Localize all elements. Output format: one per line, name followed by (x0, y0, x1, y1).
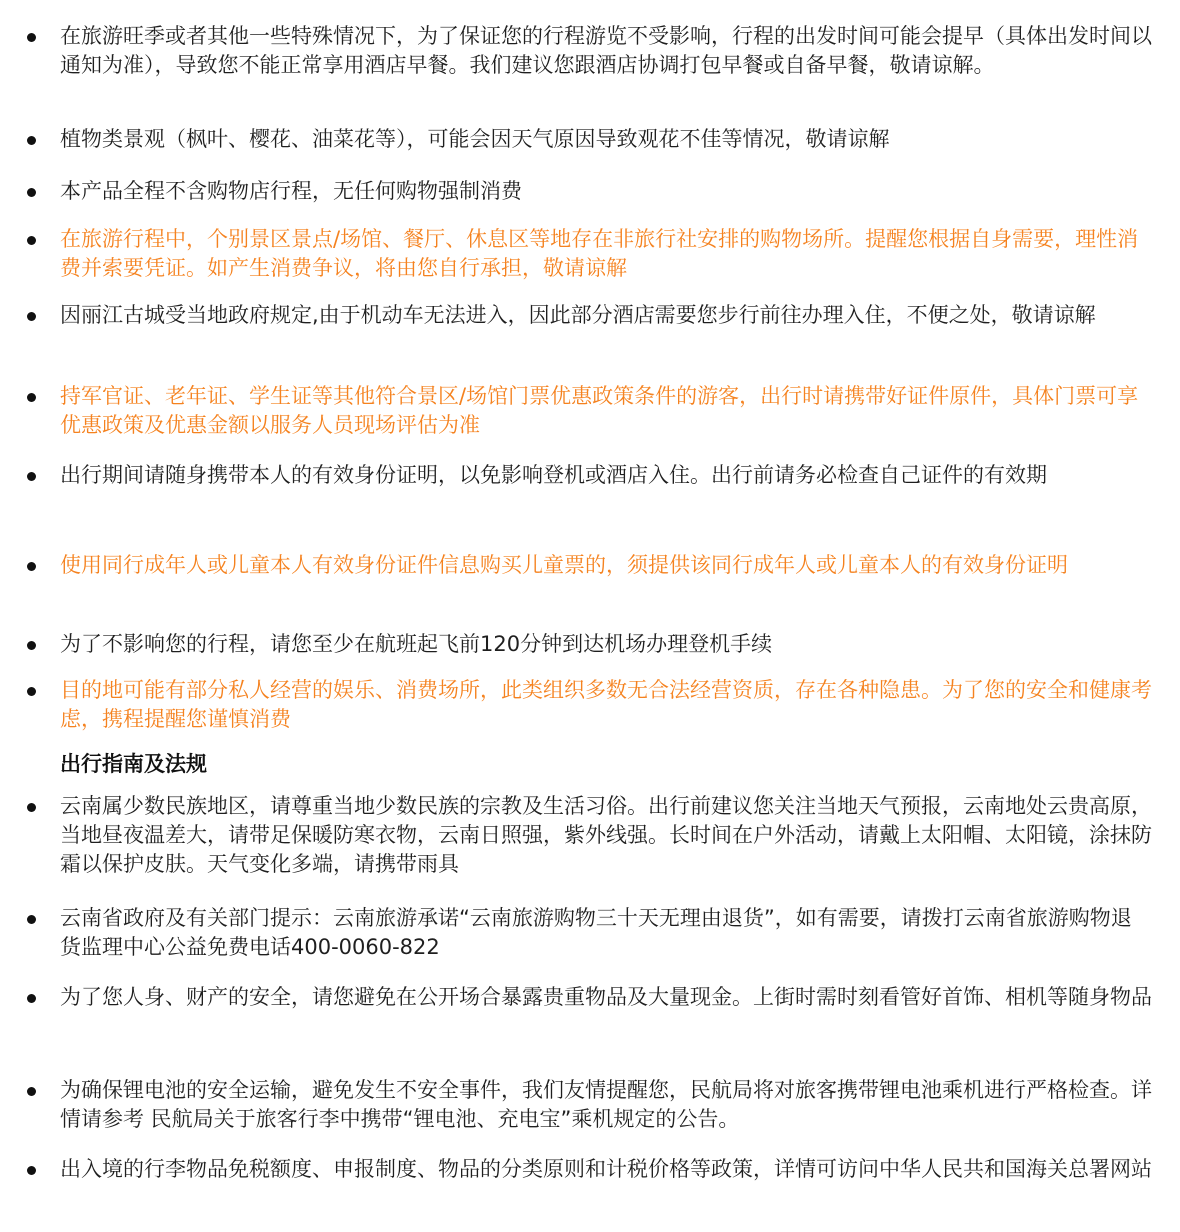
notice-item-id-documents: 出行期间请随身携带本人的有效身份证明，以免影响登机或酒店入住。出行前请务必检查自己证件的有效期 (60, 461, 1152, 490)
notice-item-shopping-venues: 在旅游行程中，个别景区景点/场馆、餐厅、休息区等地存在非旅行社安排的购物场所。提醒您根据自身需要，理性消费并索要凭证。如产生消费争议，将由您自行承担，敬请谅解 (60, 225, 1152, 283)
notice-item-airport-arrival: 为了不影响您的行程，请您至少在航班起飞前120分钟到达机场办理登机手续 (60, 630, 1152, 659)
notice-item-discount-certificates: 持军官证、老年证、学生证等其他符合景区/场馆门票优惠政策条件的游客，出行时请携带好证件原件，具体门票可享优惠政策及优惠金额以服务人员现场评估为准 (60, 382, 1152, 440)
notice-item-cautious-spending: 目的地可能有部分私人经营的娱乐、消费场所，此类组织多数无合法经营资质，存在各种隐患。为了您的安全和健康考虑，携程提醒您谨慎消费 (60, 676, 1152, 734)
notice-item-no-shopping: 本产品全程不含购物店行程，无任何购物强制消费 (60, 177, 1152, 206)
notice-item-yunnan-customs-weather: 云南属少数民族地区，请尊重当地少数民族的宗教及生活习俗。出行前建议您关注当地天气预报，云南地处云贵高原，当地昼夜温差大，请带足保暖防寒衣物，云南日照强，紫外线强。长时间在户外活动，请戴上太阳帽、太阳镜，涂抹防霜以保护皮肤。天气变化多端，请携带雨具 (60, 792, 1152, 879)
notice-item-plant-scenery: 植物类景观（枫叶、樱花、油菜花等），可能会因天气原因导致观花不佳等情况，敬请谅解 (60, 125, 1152, 154)
notice-item-early-departure: 在旅游旺季或者其他一些特殊情况下，为了保证您的行程游览不受影响，行程的出发时间可能会提早（具体出发时间以通知为准），导致您不能正常享用酒店早餐。我们建议您跟酒店协调打包早餐或自备早餐，敬请谅解。 (60, 22, 1152, 80)
section-heading: 出行指南及法规 (60, 752, 207, 776)
notice-item-lijiang-walk: 因丽江古城受当地政府规定,由于机动车无法进入，因此部分酒店需要您步行前往办理入住，不便之处，敬请谅解 (60, 301, 1152, 330)
notice-item-customs-policy: 出入境的行李物品免税额度、申报制度、物品的分类原则和计税价格等政策，详情可访问中华人民共和国海关总署网站 (60, 1155, 1152, 1184)
notice-item-return-hotline: 云南省政府及有关部门提示：云南旅游承诺“云南旅游购物三十天无理由退货”，如有需要，请拨打云南省旅游购物退货监理中心公益免费电话400-0060-822 (60, 904, 1152, 962)
notice-item-child-ticket: 使用同行成年人或儿童本人有效身份证件信息购买儿童票的，须提供该同行成年人或儿童本人的有效身份证明 (60, 551, 1152, 580)
notice-item-valuables-safety: 为了您人身、财产的安全，请您避免在公开场合暴露贵重物品及大量现金。上街时需时刻看管好首饰、相机等随身物品 (60, 983, 1152, 1012)
notice-item-lithium-battery: 为确保锂电池的安全运输，避免发生不安全事件，我们友情提醒您，民航局将对旅客携带锂电池乘机进行严格检查。详情请参考 民航局关于旅客行李中携带“锂电池、充电宝”乘机规定的公告。 (60, 1076, 1152, 1134)
